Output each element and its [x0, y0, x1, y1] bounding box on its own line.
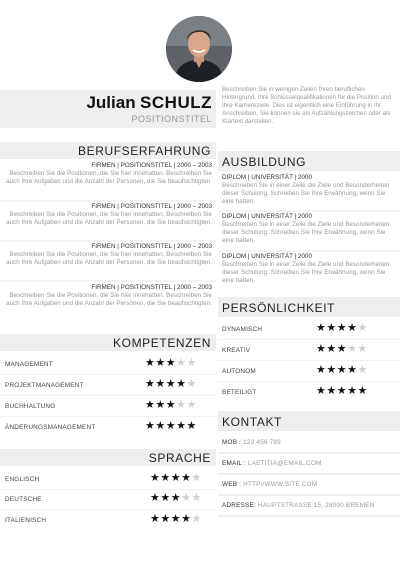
skill-label: MANAGEMENT [5, 361, 53, 368]
star-filled-icon: ★ [145, 420, 156, 432]
last-name: SCHULZ [140, 93, 212, 112]
education-desc: Beschreiben Sie in einer Zeile die Ziele und Besonderheiten dieser Schulung. Schreiben Sie Ihre Erwähnung, wenn Sie eine hatten. [222, 182, 390, 205]
star-filled-icon: ★ [347, 385, 358, 397]
languages-heading: SPRACHE [148, 451, 211, 465]
star-filled-icon: ★ [326, 322, 337, 334]
star-filled-icon: ★ [145, 357, 156, 369]
personality-label: DYNAMISCH [222, 326, 263, 333]
star-filled-icon: ★ [336, 343, 348, 355]
contact-value: HAUPTSTRASSE 15, 28000 BREMEN [257, 502, 375, 509]
skill-rating [145, 399, 197, 411]
star-empty-icon: ★ [191, 492, 202, 504]
personality-rating [316, 385, 368, 397]
education-item [222, 213, 396, 245]
contact-label: MOB : [222, 439, 242, 446]
experience-item [6, 162, 212, 186]
skill-rating [145, 378, 197, 390]
personality-label: BETEILIGT [222, 389, 257, 396]
skills-heading: KOMPETENZEN [113, 336, 211, 350]
contact-address [222, 502, 375, 509]
star-filled-icon: ★ [170, 492, 182, 504]
experience-title: FIRMEN | POSITIONSTITEL | 2000 – 2003 [91, 243, 212, 250]
divider [218, 452, 400, 454]
skill-rating [145, 357, 197, 369]
divider [0, 240, 216, 242]
star-filled-icon: ★ [155, 378, 166, 390]
language-label: DEUTSCHE [5, 496, 42, 503]
divider [0, 374, 216, 375]
language-label: ITALIENISCH [5, 517, 47, 524]
divider [0, 489, 216, 490]
experience-heading: BERUFSERFAHRUNG [77, 144, 211, 158]
contact-value: LAETITIA@EMAIL.COM [247, 460, 322, 467]
star-filled-icon: ★ [347, 364, 358, 376]
personality-label: KREATIV [222, 347, 251, 354]
star-filled-icon: ★ [326, 343, 337, 355]
star-filled-icon: ★ [326, 385, 337, 397]
skill-label: ÄNDERUNGSMANAGEMENT [5, 424, 96, 431]
language-rating [150, 472, 202, 484]
star-empty-icon: ★ [191, 513, 202, 525]
star-empty-icon: ★ [186, 378, 197, 390]
experience-desc: Beschreiben Sie die Positionen, die Sie hier innehatten. Beschreiben Sie auch Ihre Aufgaben und die Anzahl der Personen, die Sie beaufsichtigten. [6, 251, 212, 266]
star-empty-icon: ★ [357, 322, 368, 334]
divider [0, 200, 216, 202]
star-filled-icon: ★ [316, 364, 327, 376]
experience-title: FIRMEN | POSITIONSTITEL | 2000 – 2003 [91, 162, 212, 169]
contact-heading: KONTAKT [222, 415, 282, 429]
first-name: Julian [86, 93, 136, 112]
divider [218, 473, 400, 475]
star-filled-icon: ★ [316, 343, 327, 355]
star-empty-icon: ★ [357, 343, 368, 355]
star-filled-icon: ★ [326, 364, 337, 376]
skill-label: BUCHHALTUNG [5, 403, 56, 410]
contact-value: HTTP//WWW.SITE.COM [243, 481, 318, 488]
divider [218, 339, 400, 340]
star-filled-icon: ★ [150, 472, 161, 484]
star-filled-icon: ★ [186, 420, 197, 432]
avatar-photo [166, 16, 232, 82]
experience-item [6, 243, 212, 267]
star-empty-icon: ★ [357, 364, 368, 376]
star-empty-icon: ★ [347, 343, 358, 355]
star-filled-icon: ★ [170, 472, 182, 484]
star-filled-icon: ★ [336, 385, 348, 397]
star-empty-icon: ★ [181, 492, 192, 504]
contact-label: ADRESSE: [222, 502, 256, 509]
star-filled-icon: ★ [181, 472, 192, 484]
experience-title: FIRMEN | POSITIONSTITEL | 2000 – 2003 [91, 284, 212, 291]
divider [218, 360, 400, 361]
divider [218, 250, 400, 252]
star-filled-icon: ★ [347, 322, 358, 334]
contact-email [222, 460, 322, 467]
experience-desc: Beschreiben Sie die Positionen, die Sie hier innehatten. Beschreiben Sie auch Ihre Aufgaben und die Anzahl der Personen, die Sie beaufsichtigten. [6, 170, 212, 185]
star-filled-icon: ★ [316, 385, 327, 397]
star-filled-icon: ★ [165, 357, 177, 369]
star-filled-icon: ★ [150, 492, 161, 504]
personality-rating [316, 364, 368, 376]
personality-heading: PERSÖNLICHKEIT [222, 301, 336, 315]
star-filled-icon: ★ [155, 420, 166, 432]
divider [0, 416, 216, 417]
intro-text: Beschreiben Sie in wenigen Zeilen Ihren beruflichen Hintergrund, Ihre Schlüsselqualifikationen für die Position und Ihre Karriereziele. Dies ist eigentlich eine Einführung in Ihr Anschreiben. Sie können sie als Aufzählungszeichen oder als Klartext darstellen. [222, 86, 391, 125]
divider [0, 509, 216, 510]
education-title: DIPLOM | UNIVERSITÄT | 2000 [222, 213, 312, 220]
education-desc: Beschreiben Sie in einer Zeile die Ziele und Besonderheiten dieser Schulung. Schreiben Sie Ihre Erwähnung, wenn Sie eine hatten. [222, 221, 390, 244]
contact-label: EMAIL : [222, 460, 246, 467]
personality-label: AUTONOM [222, 368, 256, 375]
position-title: POSITIONSTITEL [131, 114, 212, 124]
star-filled-icon: ★ [336, 364, 348, 376]
avatar [166, 16, 232, 82]
star-filled-icon: ★ [316, 322, 327, 334]
contact-value: 123 456 789 [243, 439, 281, 446]
divider [218, 494, 400, 496]
star-filled-icon: ★ [165, 378, 177, 390]
star-filled-icon: ★ [165, 420, 177, 432]
star-empty-icon: ★ [186, 357, 197, 369]
divider [218, 210, 400, 212]
star-filled-icon: ★ [176, 420, 187, 432]
star-filled-icon: ★ [181, 513, 192, 525]
education-item [222, 253, 396, 285]
experience-title: FIRMEN | POSITIONSTITEL | 2000 – 2003 [91, 203, 212, 210]
star-filled-icon: ★ [160, 472, 171, 484]
contact-phone [222, 439, 281, 446]
star-filled-icon: ★ [170, 513, 182, 525]
star-filled-icon: ★ [155, 399, 166, 411]
experience-desc: Beschreiben Sie die Positionen, die Sie hier innehatten. Beschreiben Sie auch Ihre Aufgaben und die Anzahl der Personen, die Sie beaufsichtigten. [6, 211, 212, 226]
personality-rating [316, 343, 368, 355]
star-empty-icon: ★ [186, 399, 197, 411]
language-rating [150, 513, 202, 525]
experience-item [6, 203, 212, 227]
skill-rating [145, 420, 197, 432]
language-rating [150, 492, 202, 504]
experience-desc: Beschreiben Sie die Positionen, die Sie hier innehatten. Beschreiben Sie auch Ihre Aufgaben und die Anzahl der Personen, die Sie beaufsichtigten. [6, 292, 212, 307]
education-title: DIPLOM | UNIVERSITÄT | 2000 [222, 174, 312, 181]
star-filled-icon: ★ [165, 399, 177, 411]
skill-label: PROJEKTMANAGEMENT [5, 382, 84, 389]
divider [218, 381, 400, 382]
name [0, 93, 212, 113]
star-filled-icon: ★ [160, 513, 171, 525]
star-filled-icon: ★ [150, 513, 161, 525]
star-empty-icon: ★ [176, 399, 187, 411]
star-filled-icon: ★ [357, 385, 368, 397]
education-item [222, 174, 396, 206]
contact-web [222, 481, 317, 488]
education-title: DIPLOM | UNIVERSITÄT | 2000 [222, 253, 312, 260]
personality-rating [316, 322, 368, 334]
star-empty-icon: ★ [176, 357, 187, 369]
star-filled-icon: ★ [145, 399, 156, 411]
star-filled-icon: ★ [155, 357, 166, 369]
divider [0, 280, 216, 282]
star-filled-icon: ★ [176, 378, 187, 390]
star-filled-icon: ★ [336, 322, 348, 334]
divider [218, 515, 400, 517]
experience-item [6, 284, 212, 308]
star-filled-icon: ★ [160, 492, 171, 504]
star-filled-icon: ★ [145, 378, 156, 390]
language-label: ENGLISCH [5, 476, 40, 483]
education-desc: Beschreiben Sie in einer Zeile die Ziele und Besonderheiten dieser Schulung. Schreiben Sie Ihre Erwähnung, wenn Sie eine hatten. [222, 261, 390, 284]
education-heading: AUSBILDUNG [222, 155, 307, 169]
star-empty-icon: ★ [191, 472, 202, 484]
contact-label: WEB : [222, 481, 242, 488]
divider [0, 395, 216, 396]
